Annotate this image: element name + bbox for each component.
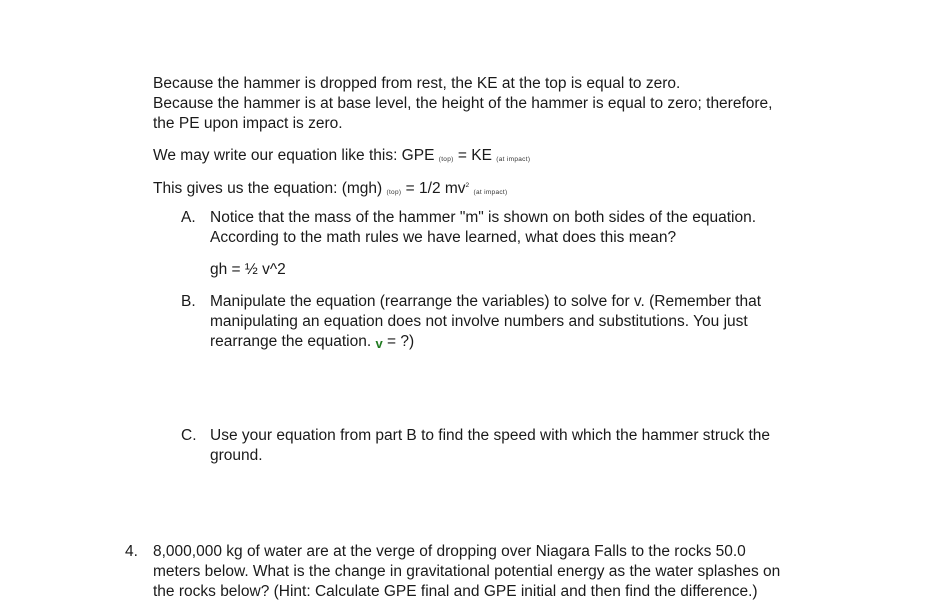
item-c-line-1: Use your equation from part B to find the speed with which the hammer struck the bbox=[210, 427, 770, 444]
item-a-answer[interactable]: gh = ½ v^2 bbox=[210, 261, 286, 278]
item-b-line-3-pre: rearrange the equation. bbox=[210, 333, 372, 350]
item-b-line-3 bbox=[210, 332, 414, 352]
item-c-line-2: ground. bbox=[210, 447, 263, 464]
equation-2-subscript-top: (top) bbox=[386, 189, 402, 196]
equation-1-subscript-top: (top) bbox=[438, 156, 454, 163]
item-c-letter: C. bbox=[181, 427, 197, 444]
item-a-line-2: According to the math rules we have learned, what does this mean? bbox=[210, 229, 677, 246]
equation-1-subscript-impact: (at impact) bbox=[496, 156, 531, 163]
question-4-line-2: meters below. What is the change in gravitational potential energy as the water splashes on bbox=[153, 563, 781, 580]
equation-2-subscript-impact: (at impact) bbox=[473, 189, 508, 196]
equation-2-middle: = 1/2 mv bbox=[405, 180, 466, 197]
item-b-line-3-post: = ?) bbox=[387, 333, 415, 350]
intro-line-3: the PE upon impact is zero. bbox=[153, 115, 343, 132]
question-4-line-3: the rocks below? (Hint: Calculate GPE final and GPE initial and then find the difference.) bbox=[153, 583, 758, 600]
item-b-letter: B. bbox=[181, 293, 196, 310]
equation-1-middle: = KE bbox=[457, 147, 492, 164]
v-cursor-icon: v bbox=[375, 336, 383, 351]
question-4-number: 4. bbox=[125, 543, 138, 560]
item-b-line-2: manipulating an equation does not involve numbers and substitutions. You just bbox=[210, 313, 748, 330]
item-a-letter: A. bbox=[181, 209, 196, 226]
item-b-line-1: Manipulate the equation (rearrange the variables) to solve for v. (Remember that bbox=[210, 293, 762, 310]
equation-2-superscript: 2 bbox=[465, 182, 470, 189]
equation-1-prefix: We may write our equation like this: GPE bbox=[153, 147, 435, 164]
item-a-line-1: Notice that the mass of the hammer "m" is shown on both sides of the equation. bbox=[210, 209, 757, 226]
question-4-line-1: 8,000,000 kg of water are at the verge of dropping over Niagara Falls to the rocks 50.0 bbox=[153, 543, 746, 560]
equation-2-prefix: This gives us the equation: (mgh) bbox=[153, 180, 383, 197]
intro-line-2: Because the hammer is at base level, the height of the hammer is equal to zero; therefore, bbox=[153, 95, 773, 112]
equation-line-2 bbox=[153, 176, 508, 203]
intro-line-1: Because the hammer is dropped from rest, the KE at the top is equal to zero. bbox=[153, 75, 681, 92]
equation-line-1 bbox=[153, 146, 530, 170]
